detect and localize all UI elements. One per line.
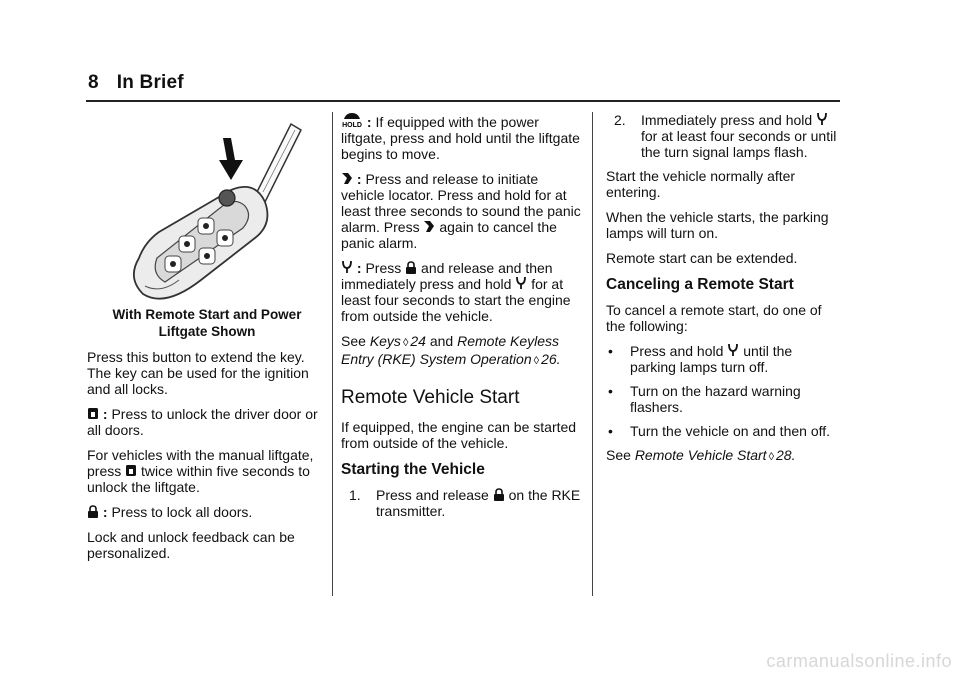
lock-paragraph bbox=[87, 504, 327, 520]
unlock-text: Press to unlock the driver door or all doors. bbox=[87, 406, 318, 438]
normal-start-paragraph: Start the vehicle normally after entering. bbox=[606, 168, 796, 200]
bullet-mark: • bbox=[608, 383, 613, 399]
unlock-separator: : bbox=[102, 406, 108, 422]
remote-start-separator: : bbox=[356, 260, 362, 276]
column-2 bbox=[341, 112, 581, 527]
manual-liftgate-paragraph bbox=[87, 447, 327, 495]
page-number: 8 bbox=[88, 72, 99, 93]
liftgate-paragraph bbox=[341, 112, 581, 162]
svg-text:HOLD: HOLD bbox=[342, 122, 362, 128]
column-1 bbox=[87, 112, 327, 570]
remote-start-icon bbox=[727, 343, 739, 359]
remote-start-text-3: for at least four seconds to start the engine from outside the vehicle. bbox=[341, 276, 571, 324]
lock-text: Press to lock all doors. bbox=[111, 504, 253, 520]
key-extend-paragraph: Press this button to extend the key. The key can be used for the ignition and all locks. bbox=[87, 349, 309, 397]
header-rule bbox=[86, 100, 840, 102]
xref-remote-vehicle-start[interactable]: Remote Vehicle Start bbox=[634, 447, 767, 463]
section-heading: Remote Vehicle Start bbox=[341, 387, 520, 408]
lock-icon bbox=[405, 261, 417, 276]
remote-start-icon bbox=[816, 112, 828, 128]
xref-diamond-icon: ◊ bbox=[533, 355, 540, 367]
caption-line-2: Liftgate Shown bbox=[158, 324, 256, 339]
bullet-2-text: Turn on the hazard warning flashers. bbox=[630, 383, 801, 415]
step-2-text bbox=[641, 112, 840, 160]
panic-separator: : bbox=[356, 171, 362, 187]
panic-text-2: again to cancel the panic alarm. bbox=[341, 219, 557, 251]
cancel-heading: Canceling a Remote Start bbox=[606, 276, 794, 293]
bullet-1-text bbox=[630, 343, 840, 375]
manual-text-1: For vehicles with the manual liftgate, press bbox=[87, 447, 314, 479]
step-1-text-b: on the RKE transmitter. bbox=[376, 487, 581, 519]
panic-text-1: Press and release to initiate vehicle locator. Press and hold for at least three seconds to sound the panic alarm. Press bbox=[341, 171, 581, 235]
liftgate-text: If equipped with the power liftgate, press and hold until the liftgate begins to move. bbox=[341, 114, 580, 162]
parking-lamps-paragraph: When the vehicle starts, the parking lamps will turn on. bbox=[606, 209, 829, 241]
caption-line-1: With Remote Start and Power bbox=[112, 307, 302, 322]
remote-start-text-1: Press bbox=[365, 260, 402, 276]
bullet-item bbox=[606, 423, 840, 439]
remote-start-text-2: and release and then immediately press and hold bbox=[341, 260, 553, 292]
watermark: carmanualsonline.info bbox=[766, 651, 952, 671]
xref-keys-page[interactable]: 24 bbox=[410, 333, 426, 349]
panic-horn-icon bbox=[423, 220, 435, 235]
xref-diamond-icon: ◊ bbox=[402, 337, 409, 349]
liftgate-separator: : bbox=[366, 114, 372, 130]
column-divider-2 bbox=[592, 112, 593, 596]
step-2 bbox=[606, 112, 840, 160]
lock-icon bbox=[87, 505, 99, 520]
step-2-text-a: Immediately press and hold bbox=[641, 112, 813, 128]
see-also-paragraph bbox=[606, 447, 840, 465]
see-also-paragraph bbox=[341, 333, 581, 369]
column-divider-1 bbox=[332, 112, 333, 596]
panic-horn-icon bbox=[341, 172, 353, 187]
xref-rke-page[interactable]: 26. bbox=[541, 351, 561, 367]
figure-caption bbox=[87, 306, 327, 340]
column-3 bbox=[606, 112, 840, 474]
subsection-heading: Starting the Vehicle bbox=[341, 461, 485, 478]
step-1 bbox=[341, 487, 581, 519]
xref-remote-vehicle-start-page[interactable]: 28. bbox=[776, 447, 796, 463]
and-label: and bbox=[429, 333, 454, 349]
cancel-intro: To cancel a remote start, do one of the following: bbox=[606, 302, 822, 334]
step-1-number: 1. bbox=[349, 487, 361, 503]
remote-start-icon bbox=[515, 276, 527, 292]
panic-paragraph bbox=[341, 171, 581, 251]
bullet-mark: • bbox=[608, 343, 613, 359]
extend-paragraph: Remote start can be extended. bbox=[606, 250, 798, 266]
unlock-icon bbox=[125, 464, 137, 479]
see-label: See bbox=[606, 447, 631, 463]
bullet-item bbox=[606, 343, 840, 375]
step-2-text-b: for at least four seconds or until the turn signal lamps flash. bbox=[641, 128, 837, 160]
liftgate-hold-icon bbox=[341, 112, 363, 130]
lock-separator: : bbox=[102, 504, 108, 520]
xref-keys[interactable]: Keys bbox=[369, 333, 401, 349]
see-label: See bbox=[341, 333, 366, 349]
xref-rke[interactable]: Remote Keyless Entry (RKE) System Operation bbox=[341, 333, 560, 367]
key-fob-illustration bbox=[105, 118, 305, 304]
manual-text-2: twice within five seconds to unlock the liftgate. bbox=[87, 463, 310, 495]
unlock-paragraph bbox=[87, 406, 327, 438]
remote-start-icon bbox=[341, 260, 353, 276]
step-2-number: 2. bbox=[614, 112, 626, 128]
bullet-item bbox=[606, 383, 840, 415]
bullet-3-text: Turn the vehicle on and then off. bbox=[630, 423, 831, 439]
bullet-mark: • bbox=[608, 423, 613, 439]
xref-diamond-icon: ◊ bbox=[768, 451, 775, 463]
bullet-1-text-b: until the parking lamps turn off. bbox=[630, 343, 793, 375]
unlock-icon bbox=[87, 407, 99, 422]
bullet-1-text-a: Press and hold bbox=[630, 343, 724, 359]
step-1-text bbox=[376, 487, 581, 519]
feedback-paragraph: Lock and unlock feedback can be personalized. bbox=[87, 529, 295, 561]
section-title: In Brief bbox=[116, 72, 184, 93]
intro-paragraph: If equipped, the engine can be started from outside of the vehicle. bbox=[341, 419, 577, 451]
step-1-text-a: Press and release bbox=[376, 487, 489, 503]
lock-icon bbox=[493, 488, 505, 503]
page-header bbox=[88, 72, 184, 94]
remote-start-paragraph bbox=[341, 260, 581, 324]
